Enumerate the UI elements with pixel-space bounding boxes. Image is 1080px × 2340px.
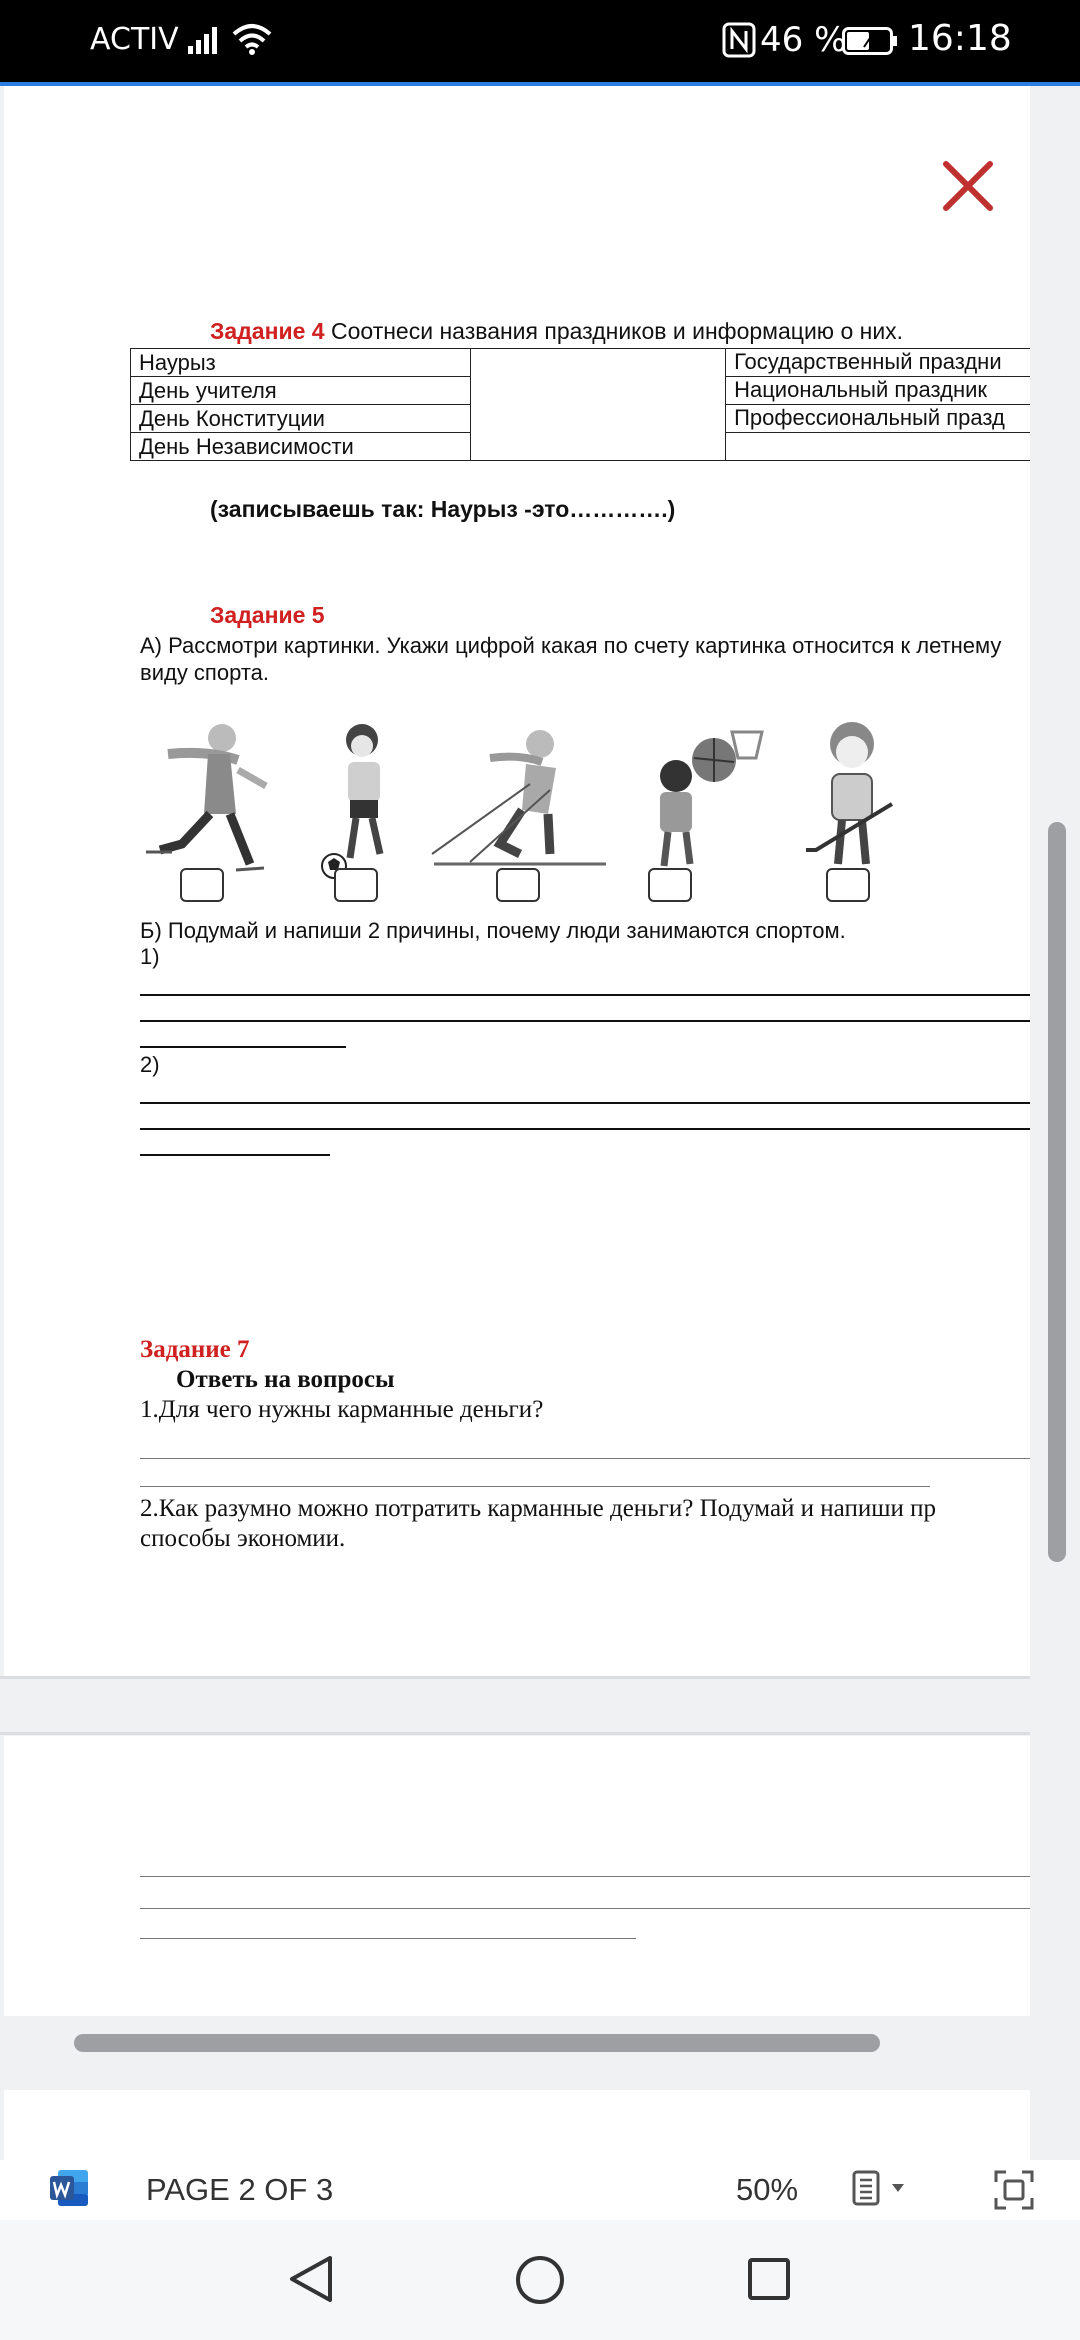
task7-subtitle: Ответь на вопросы: [176, 1366, 395, 1393]
answer-2-number: 2): [140, 1052, 160, 1077]
zoom-level[interactable]: 50%: [736, 2172, 799, 2207]
table-row: [131, 349, 1031, 377]
battery-percent: 46 %: [760, 20, 847, 60]
table-cell: День учителя: [131, 377, 471, 405]
answer-line: [140, 1046, 346, 1048]
picture-4-answer-box[interactable]: [648, 868, 692, 902]
skier-image: [430, 714, 610, 884]
table-cell: День Конституции: [131, 405, 471, 433]
table-cell: День Независимости: [131, 433, 471, 461]
task4-hint: (записываешь так: Наурыз -это………….): [210, 496, 676, 522]
football-player-image: [316, 714, 412, 884]
task7-question-2: [140, 1494, 1030, 1554]
answer-line: [140, 1908, 1030, 1909]
picture-1-answer-box[interactable]: [180, 868, 224, 902]
document-page-next: [4, 1736, 1030, 2184]
page-divider: [0, 1732, 1030, 1735]
document-page: [4, 86, 1030, 1676]
answer-line: [140, 1020, 1030, 1022]
document-viewer[interactable]: [0, 82, 1080, 2220]
table-cell-empty: [470, 349, 725, 461]
answer-line: [140, 1128, 1030, 1130]
task4-title: Соотнеси названия праздников и информацию о них.: [331, 318, 904, 344]
carrier-name: ACTIV: [90, 22, 179, 57]
answer-line: [140, 1876, 1030, 1877]
task7-question-2-line-2: способы экономии.: [140, 1525, 346, 1552]
task7-label: Задание 7: [140, 1336, 250, 1363]
table-cell: Государственный праздни: [726, 349, 1030, 377]
page-indicator: PAGE 2 OF 3: [146, 2172, 334, 2207]
answer-line: [140, 1486, 930, 1487]
picture-3-answer-box[interactable]: [496, 868, 540, 902]
answer-line: [140, 1102, 1030, 1104]
horizontal-scroll-track: [0, 2016, 1080, 2090]
page-divider: [0, 1676, 1030, 1679]
answer-line: [140, 1938, 636, 1939]
recent-apps-icon[interactable]: [746, 2256, 792, 2302]
status-bar: [0, 0, 1080, 82]
figure-skater-image: [138, 714, 278, 884]
task4-heading: [210, 318, 903, 345]
task4-table: [130, 348, 1030, 461]
task4-label: Задание 4: [210, 318, 325, 344]
home-icon[interactable]: [514, 2254, 566, 2306]
fullscreen-icon[interactable]: [994, 2170, 1034, 2210]
hockey-player-image: [796, 714, 906, 884]
clock: 16:18: [908, 18, 1012, 59]
table-cell: [726, 433, 1030, 461]
reading-mode-icon[interactable]: [852, 2168, 916, 2208]
close-icon[interactable]: [940, 158, 996, 214]
task7-question-1: 1.Для чего нужны карманные деньги?: [140, 1396, 544, 1423]
basketball-player-image: [646, 714, 764, 884]
task5-part-a: А) Рассмотри картинки. Укажи цифрой какая по счету картинка относится к летнему виду спорта.: [140, 633, 1002, 685]
table-cell: Профессиональный празд: [726, 405, 1030, 433]
task5-part-b: Б) Подумай и напиши 2 причины, почему люди занимаются спортом.: [140, 918, 846, 943]
battery-icon: [842, 27, 898, 55]
word-icon[interactable]: [48, 2168, 90, 2208]
nfc-icon: [722, 22, 756, 58]
answer-line: [140, 1154, 330, 1156]
task5-label: Задание 5: [210, 602, 325, 628]
horizontal-scrollbar[interactable]: [74, 2034, 880, 2052]
back-icon[interactable]: [286, 2254, 336, 2304]
table-cell: Национальный праздник: [726, 377, 1030, 405]
answer-line: [140, 994, 1030, 996]
vertical-scrollbar[interactable]: [1048, 822, 1066, 1562]
picture-5-answer-box[interactable]: [826, 868, 870, 902]
wifi-icon: [232, 22, 272, 56]
signal-icon: [188, 24, 224, 56]
table-cell: Наурыз: [131, 349, 471, 377]
answer-1-number: 1): [140, 944, 160, 969]
answer-line: [140, 1458, 1030, 1459]
task7-question-2-line-1: 2.Как разумно можно потратить карманные деньги? Подумай и напиши пр: [140, 1495, 936, 1522]
picture-2-answer-box[interactable]: [334, 868, 378, 902]
